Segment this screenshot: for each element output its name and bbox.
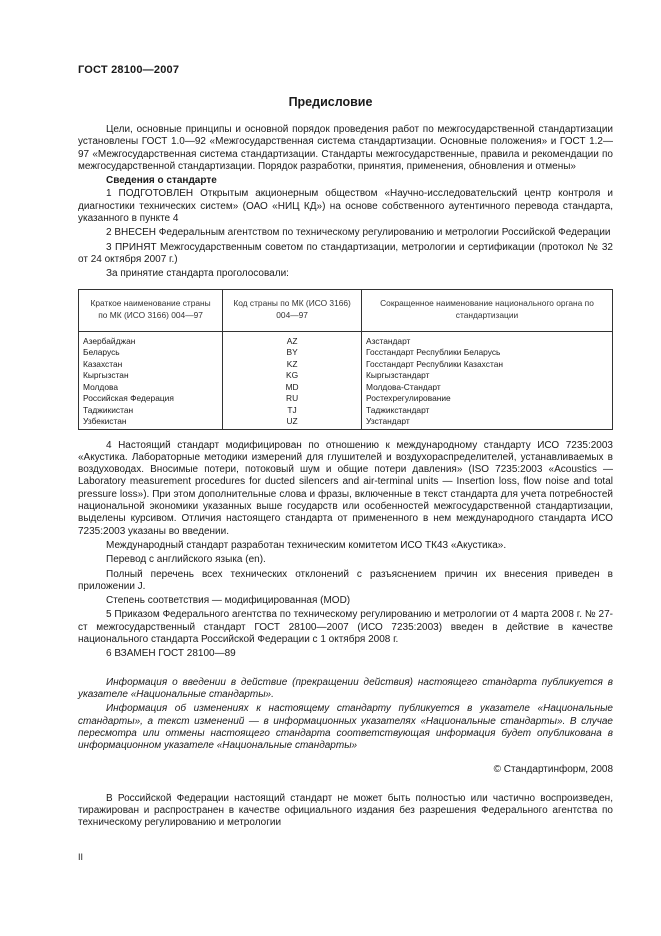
country-cell: Казахстан xyxy=(79,359,223,371)
vote-paragraph: За принятие стандарта проголосовали: xyxy=(106,268,289,280)
reproduction-notice: В Российской Федерации настоящий стандарт не может быть полностью или частично воспроизведен, тиражирован и распространен в качестве официального издания без разрешения Федерального агентства по техническому регулированию и метрологии xyxy=(78,792,613,829)
body-cell: Таджикстандарт xyxy=(362,405,613,417)
item-2-paragraph: 2 ВНЕСЕН Федеральным агентством по техническому регулированию и метрологии Российской Федерации xyxy=(106,227,611,239)
item-4-translation: Перевод с английского языка (en). xyxy=(106,554,266,566)
country-cell: Российская Федерация xyxy=(79,393,223,405)
info-publication-paragraph: Информация о введении в действие (прекращении действия) настоящего стандарта публикуется в указателе «Национальные стандарты». xyxy=(78,676,613,700)
page-title: Предисловие xyxy=(288,95,373,109)
code-cell: TJ xyxy=(223,405,362,417)
country-cell: Таджикистан xyxy=(79,405,223,417)
table-row xyxy=(79,359,613,371)
table-row xyxy=(79,405,613,417)
country-cell: Беларусь xyxy=(79,347,223,359)
body-cell: Узстандарт xyxy=(362,416,613,429)
intro-paragraph: Цели, основные принципы и основной порядок проведения работ по межгосударственной стандартизации установлены ГОСТ 1.0—92 «Межгосударственная система стандартизации. Основные положения» и ГОСТ 1.2—97 «Межгосударственная система стандартизации. Стандарты межгосударственные, правила и рекомендации по межгосударственной стандартизации. Порядок разработки, принятия, применения, обновления и отмены» xyxy=(78,124,613,172)
table-row xyxy=(79,331,613,347)
code-cell: UZ xyxy=(223,416,362,429)
column-header-body: Сокращенное наименование национального органа по стандартизации xyxy=(362,289,613,331)
info-changes-paragraph: Информация об изменениях к настоящему стандарту публикуется в указателе «Национальные стандарты», а текст изменений — в информационных указателях «Национальные стандарты». В случае пересмотра или отмены настоящего стандарта соответствующая информация будет опубликована в информационном указателе «Национальные стандарты» xyxy=(78,703,613,752)
code-cell: MD xyxy=(223,382,362,394)
item-6-paragraph: 6 ВЗАМЕН ГОСТ 28100—89 xyxy=(106,648,236,660)
column-header-country: Краткое наименование страны по МК (ИСО 3166) 004—97 xyxy=(79,289,223,331)
column-header-code: Код страны по МК (ИСО 3166) 004—97 xyxy=(223,289,362,331)
country-cell: Азербайджан xyxy=(79,331,223,347)
item-5-paragraph: 5 Приказом Федерального агентства по техническому регулированию и метрологии от 4 марта 2008 г. № 27-ст межгосударственный стандарт ГОСТ 28100—2007 (ИСО 7235:2003) введен в действие в качестве национального стандарта Российской Федерации с 1 октября 2008 г. xyxy=(78,609,613,646)
table-row xyxy=(79,347,613,359)
table-row xyxy=(79,393,613,405)
body-cell: Госстандарт Республики Казахстан xyxy=(362,359,613,371)
section-heading: Сведения о стандарте xyxy=(106,175,217,187)
body-cell: Азстандарт xyxy=(362,331,613,347)
code-cell: AZ xyxy=(223,331,362,347)
body-cell: Госстандарт Республики Беларусь xyxy=(362,347,613,359)
code-cell: RU xyxy=(223,393,362,405)
table-header-row xyxy=(79,289,613,331)
item-1-paragraph: 1 ПОДГОТОВЛЕН Открытым акционерным обществом «Научно-исследовательский центр контроля и диагностики технических систем» (ОАО «НИЦ КД») на основе собственного аутентичного перевода стандарта, указанного в пункте 4 xyxy=(78,188,613,225)
document-body xyxy=(78,124,613,832)
document-code: ГОСТ 28100—2007 xyxy=(78,64,180,76)
country-cell: Молдова xyxy=(79,382,223,394)
body-cell: Кыргызстандарт xyxy=(362,370,613,382)
voting-states-table xyxy=(78,289,613,430)
item-4-committee: Международный стандарт разработан техническим комитетом ИСО ТК43 «Акустика». xyxy=(106,539,507,551)
copyright-notice: © Стандартинформ, 2008 xyxy=(493,764,613,776)
item-4-deviations: Полный перечень всех технических отклонений с разъяснением причин их внесения приведен в приложении J. xyxy=(78,568,613,592)
code-cell: KG xyxy=(223,370,362,382)
body-cell: Ростехрегулирование xyxy=(362,393,613,405)
item-4-conformity: Степень соответствия — модифицированная (MOD) xyxy=(106,595,351,607)
table-row xyxy=(79,416,613,429)
table-row xyxy=(79,382,613,394)
page-number: II xyxy=(78,852,84,862)
table-row xyxy=(79,370,613,382)
item-3-paragraph: 3 ПРИНЯТ Межгосударственным советом по стандартизации, метрологии и сертификации (протокол № 32 от 24 октября 2007 г.) xyxy=(78,241,613,265)
body-cell: Молдова-Стандарт xyxy=(362,382,613,394)
item-4-paragraph: 4 Настоящий стандарт модифицирован по отношению к международному стандарту ИСО 7235:2003 «Акустика. Лабораторные методики измерений для глушителей и воздухораспределителей, устанавливаемых в воздуховодах. Вносимые потери, потоковый шум и общие потери давления» (ISO 7235:2003 «Acoustics — Laboratory measurement procedures for ducted silencers and air-terminal units — Insertion loss, flow noise and total pressure loss»). При этом дополнительные слова и фразы, включенные в текст стандарта для учета потребностей национальной экономики указанных выше государств или особенностей межгосударственной стандартизации, выделены курсивом. Отличия настоящего стандарта от примененного в нем международного стандарта ИСО 7235:2003 указаны во введении. xyxy=(78,439,613,537)
country-cell: Кыргызстан xyxy=(79,370,223,382)
code-cell: KZ xyxy=(223,359,362,371)
code-cell: BY xyxy=(223,347,362,359)
country-cell: Узбекистан xyxy=(79,416,223,429)
